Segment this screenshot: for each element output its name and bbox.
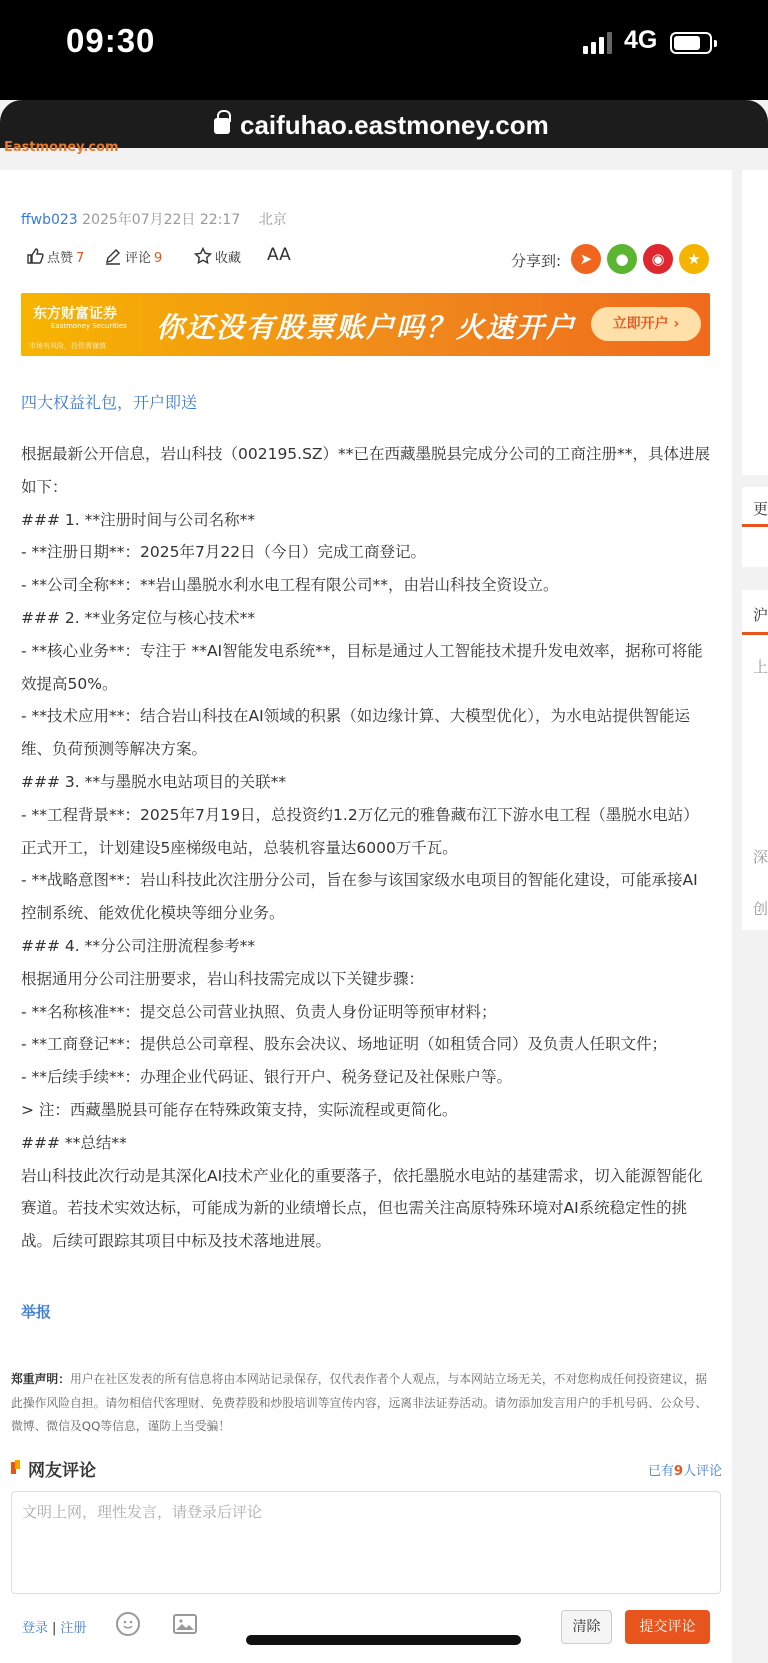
share-weibo-button[interactable] <box>643 244 673 274</box>
article-paragraph: 岩山科技此次行动是其深化AI技术产业化的重要落子，依托墨脱水电站的基建需求，切入能源智能化赛道。若技术实效达标，可能成为新的业绩增长点，但也需关注高原特殊环境对AI系统稳定性的挑战。后续可跟踪其项目中标及技术落地进展。 <box>21 1166 703 1251</box>
disclaimer-text: 用户在社区发表的所有信息将由本网站记录保存，仅代表作者个人观点，与本网站立场无关，不对您构成任何投资建议，据此操作风险自担。请勿相信代客理财、免费荐股和炒股培训等宣传内容，远离非法证券活动。请勿添加发言用户的手机号码、公众号、微博、微信及QQ等信息，谨防上当受骗！ <box>11 1372 708 1433</box>
article-paragraph: - **名称核准**：提交总公司营业执照、负责人身份证明等预审材料； <box>21 1002 497 1021</box>
article-heading: ### 3. **与墨脱水电站项目的关联** <box>21 772 287 791</box>
status-bar <box>0 0 768 100</box>
open-account-banner[interactable] <box>21 293 710 356</box>
emoji-icon[interactable] <box>116 1612 140 1636</box>
post-location: 北京 <box>258 212 287 228</box>
banner-logo: 东方财富证券 <box>33 306 117 322</box>
comment-count-prefix: 已有 <box>648 1464 675 1479</box>
register-link[interactable]: 注册 <box>60 1621 87 1636</box>
disclaimer-label: 郑重声明： <box>11 1372 70 1386</box>
login-row <box>22 1617 86 1636</box>
comment-input[interactable] <box>11 1491 721 1594</box>
battery-icon <box>670 32 712 54</box>
share-favorite-button[interactable] <box>679 244 709 274</box>
banner-title: 你还没有股票账户吗？火速开户 <box>156 311 577 344</box>
report-link[interactable]: 举报 <box>21 1303 52 1321</box>
comments-title: 网友评论 <box>28 1461 96 1481</box>
favorite-label: 收藏 <box>215 251 242 266</box>
star-icon <box>194 247 212 265</box>
site-logo: Eastmoney.com <box>4 140 119 155</box>
article-paragraph: 根据通用分公司注册要求，岩山科技需完成以下关键步骤： <box>21 969 425 988</box>
clear-button[interactable]: 清除 <box>561 1610 612 1644</box>
post-meta <box>21 209 287 229</box>
site-logo-strip <box>0 140 768 170</box>
login-separator: | <box>52 1621 57 1636</box>
section-marker-icon <box>11 1460 20 1475</box>
article-heading: ### 2. **业务定位与核心技术** <box>21 608 256 627</box>
article-heading: ### 4. **分公司注册流程参考** <box>21 936 256 955</box>
login-link[interactable]: 登录 <box>22 1621 49 1636</box>
font-size-label: AA <box>267 245 291 265</box>
font-size-button[interactable] <box>267 245 291 265</box>
comment-label: 评论 <box>125 251 152 266</box>
image-upload-icon[interactable] <box>173 1614 197 1634</box>
weibo-icon: ◉ <box>651 250 665 268</box>
lock-icon <box>214 118 230 134</box>
comment-count: 9 <box>154 251 163 266</box>
article-paragraph: - **工程背景**：2025年7月19日，总投资约1.2万亿元的雅鲁藏布江下游水电工程（墨脱水电站）正式开工，计划建设5座梯级电站，总装机容量达6000万千瓦。 <box>21 805 699 857</box>
thumbs-up-icon <box>26 247 44 265</box>
share-toutiao-button[interactable] <box>571 244 601 274</box>
like-label: 点赞 <box>47 251 74 266</box>
article-paragraph: - **注册日期**：2025年7月22日（今日）完成工商登记。 <box>21 543 427 562</box>
paper-plane-icon: ➤ <box>579 250 593 268</box>
post-datetime: 2025年07月22日 22:17 <box>82 212 241 228</box>
clock: 09:30 <box>66 22 156 59</box>
right-sidebar-underline <box>742 632 768 635</box>
right-sidebar-underline <box>742 524 768 527</box>
right-sidebar-card <box>742 590 768 930</box>
like-button[interactable] <box>26 247 84 266</box>
comment-button[interactable] <box>104 247 162 266</box>
banner-note: 市场有风险，投资需谨慎 <box>29 342 106 350</box>
article-paragraph: > 注：西藏墨脱县可能存在特殊政策支持，实际流程或更简化。 <box>21 1100 458 1119</box>
article-paragraph: - **公司全称**：**岩山墨脱水利水电工程有限公司**，由岩山科技全资设立。 <box>21 576 559 595</box>
article-paragraph: - **后续手续**：办理企业代码证、银行开户、税务登记及社保账户等。 <box>21 1068 513 1087</box>
right-sidebar-index-up: 上 <box>753 658 768 676</box>
comment-count-number: 9 <box>674 1464 684 1479</box>
disclaimer <box>11 1368 715 1439</box>
favorite-button[interactable] <box>194 247 241 266</box>
article-body <box>21 438 711 1258</box>
article-heading: ### 1. **注册时间与公司名称** <box>21 510 256 529</box>
right-sidebar-tab[interactable]: 沪 <box>753 606 768 624</box>
article-paragraph: - **核心业务**：专注于 **AI智能发电系统**，目标是通过人工智能技术提升发电效率，据称可将能效提高50%。 <box>21 641 703 693</box>
promo-link[interactable]: 四大权益礼包，开户即送 <box>21 393 198 412</box>
share-wechat-button[interactable] <box>607 244 637 274</box>
right-sidebar-card <box>742 170 768 475</box>
submit-comment-button[interactable]: 提交评论 <box>625 1610 710 1644</box>
right-sidebar-index-chuang: 创 <box>753 900 768 918</box>
author-link[interactable]: ffwb023 <box>21 212 78 228</box>
banner-open-account-button[interactable]: 立即开户 › <box>591 307 701 341</box>
network-type: 4G <box>624 26 658 54</box>
article-paragraph: - **工商登记**：提供总公司章程、股东会决议、场地证明（如租赁合同）及负责人任职文件； <box>21 1035 668 1054</box>
star-icon: ★ <box>687 250 701 268</box>
right-sidebar-more[interactable]: 更 <box>753 500 768 518</box>
article-paragraph: - **技术应用**：结合岩山科技在AI领域的积累（如边缘计算、大模型优化），为水电站提供智能运维、负荷预测等解决方案。 <box>21 707 690 759</box>
right-sidebar-index-shen: 深 <box>753 848 768 866</box>
cellular-signal-icon <box>583 32 613 54</box>
article-paragraph: - **战略意图**：岩山科技此次注册分公司，旨在参与该国家级水电项目的智能化建设，可能承接AI控制系统、能效优化模块等细分业务。 <box>21 871 698 923</box>
wechat-icon: ● <box>615 250 629 268</box>
article-paragraph: 根据最新公开信息，岩山科技（002195.SZ）**已在西藏墨脱县完成分公司的工商注册**，具体进展如下： <box>21 445 711 496</box>
url-text: caifuhao.eastmoney.com <box>240 110 549 140</box>
edit-icon <box>104 247 122 265</box>
comment-count-link[interactable] <box>648 1460 722 1479</box>
banner-logo-sub: Eastmoney Securities <box>51 322 127 330</box>
comment-count-suffix: 人评论 <box>683 1464 723 1479</box>
share-label: 分享到: <box>511 252 562 270</box>
like-count: 7 <box>76 251 85 266</box>
article-heading: ### **总结** <box>21 1133 127 1152</box>
home-indicator[interactable] <box>246 1635 521 1645</box>
